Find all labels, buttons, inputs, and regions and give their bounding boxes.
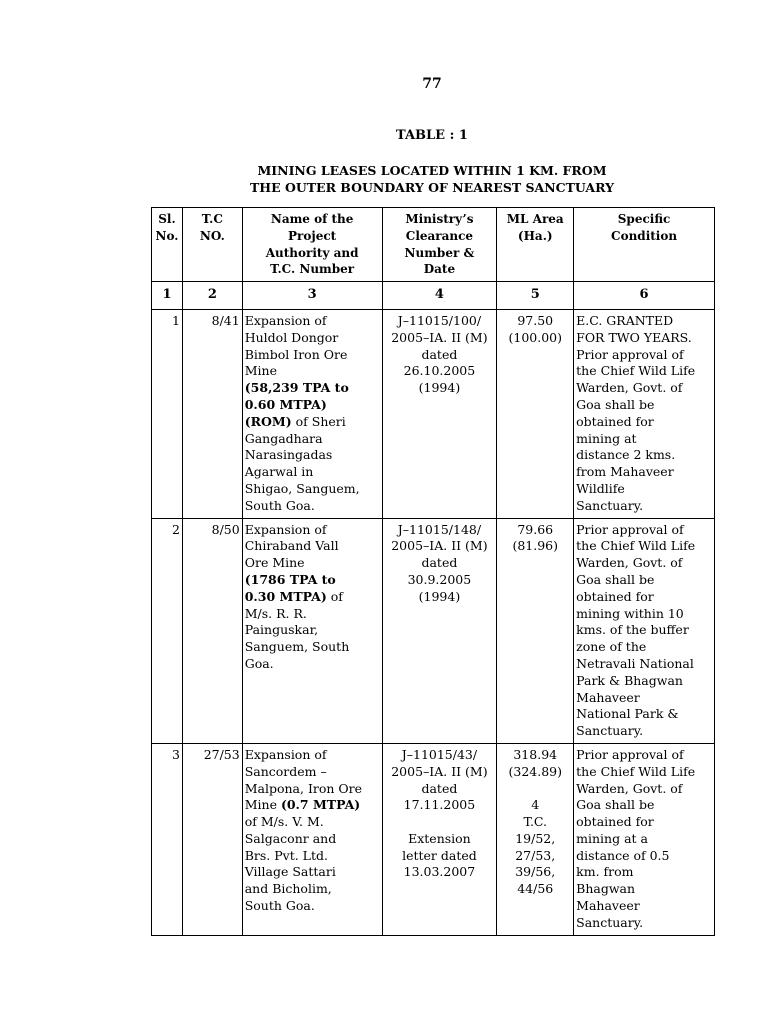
cell-clearance: [382, 309, 497, 518]
text: Mine: [244, 797, 281, 813]
condition-line: Park & Bhagwan: [576, 672, 683, 688]
clearance-line: dated: [421, 555, 458, 571]
name-line: [245, 831, 380, 848]
condition-line: Goa shall be: [576, 396, 655, 412]
condition-line: kms. of the buffer: [576, 622, 689, 638]
name-line: [245, 572, 380, 589]
header-line: Condition: [611, 228, 678, 243]
text: Salgaconr and: [244, 830, 337, 846]
text: Goa.: [244, 655, 274, 671]
condition-line: the Chief Wild Life: [576, 538, 696, 554]
cell-sl-no: 1: [152, 309, 183, 518]
text: Expansion of: [244, 521, 327, 537]
column-number: 1: [152, 282, 183, 310]
cell-clearance: [382, 518, 497, 743]
clearance-line: 2005–IA. II (M): [391, 538, 488, 554]
condition-line: Warden, Govt. of: [576, 780, 683, 796]
condition-line: FOR TWO YEARS.: [576, 329, 692, 345]
header-clearance: [382, 208, 497, 282]
table-row: [152, 518, 715, 743]
condition-line: mining at a: [576, 830, 648, 846]
area-line: (324.89): [508, 763, 562, 779]
cell-name: [242, 518, 382, 743]
name-line: [245, 498, 380, 515]
text: Bimbol Iron Ore: [244, 346, 348, 362]
text: Chiraband Vall: [244, 538, 339, 554]
text: Painguskar,: [244, 622, 319, 638]
text: Shigao, Sanguem,: [244, 480, 360, 496]
clearance-line: 26.10.2005: [403, 363, 476, 379]
area-line: (81.96): [512, 538, 558, 554]
condition-line: obtained for: [576, 413, 654, 429]
name-line: [245, 397, 380, 414]
table-label: TABLE : 1: [396, 128, 468, 143]
text: Village Sattari: [244, 864, 336, 880]
condition-line: Bhagwan: [576, 881, 636, 897]
condition-line: km. from: [576, 864, 634, 880]
condition-line: mining at: [576, 430, 637, 446]
text: Ore Mine: [244, 555, 305, 571]
column-number: 4: [382, 282, 497, 310]
name-line: [245, 538, 380, 555]
text: South Goa.: [244, 898, 315, 914]
column-number: 5: [497, 282, 574, 310]
bold-text: (58,239 TPA to: [244, 380, 349, 396]
header-line: T.C: [201, 212, 223, 226]
name-line: [245, 656, 380, 673]
condition-line: Sanctuary.: [576, 497, 644, 513]
condition-line: obtained for: [576, 814, 654, 830]
cell-tc-no: 8/50: [182, 518, 242, 743]
header-tc-no: [182, 208, 242, 282]
name-line: [245, 464, 380, 481]
cell-clearance: [382, 743, 497, 935]
condition-line: Goa shall be: [576, 797, 655, 813]
area-line: 4: [531, 797, 540, 813]
name-line: [245, 555, 380, 572]
mining-leases-table: [151, 207, 715, 936]
condition-line: the Chief Wild Life: [576, 363, 696, 379]
name-line: [245, 431, 380, 448]
area-line: 44/56: [517, 881, 554, 897]
name-line: [245, 313, 380, 330]
clearance-line: dated: [421, 780, 458, 796]
blank-line: [499, 781, 571, 798]
area-line: 79.66: [517, 521, 554, 537]
condition-line: zone of the: [576, 639, 647, 655]
name-line: [245, 522, 380, 539]
condition-line: the Chief Wild Life: [576, 763, 696, 779]
name-line: [245, 481, 380, 498]
cell-ml-area: [497, 309, 574, 518]
text: Huldol Dongor: [244, 329, 339, 345]
text: Gangadhara: [244, 430, 323, 446]
name-line: [245, 898, 380, 915]
condition-line: distance of 0.5: [576, 847, 670, 863]
name-line: [245, 797, 380, 814]
name-line: [245, 814, 380, 831]
condition-line: Sanctuary.: [576, 914, 644, 930]
condition-line: Mahaveer: [576, 898, 640, 914]
header-line: Authority and: [265, 245, 359, 260]
text: of: [326, 588, 343, 604]
name-line: [245, 330, 380, 347]
table-row: [152, 309, 715, 518]
name-line: [245, 747, 380, 764]
name-line: [245, 848, 380, 865]
area-line: (100.00): [508, 329, 562, 345]
name-line: [245, 414, 380, 431]
header-name: [242, 208, 382, 282]
header-line: T.C. Number: [270, 262, 355, 277]
header-row: [152, 208, 715, 282]
clearance-line: J–11015/43/: [401, 746, 478, 762]
condition-line: Warden, Govt. of: [576, 380, 683, 396]
name-line: [245, 781, 380, 798]
cell-tc-no: 8/41: [182, 309, 242, 518]
blank-line: [385, 814, 495, 831]
clearance-line: J–11015/148/: [397, 521, 482, 537]
name-line: [245, 347, 380, 364]
area-line: 39/56,: [515, 864, 556, 880]
clearance-line: (1994): [418, 588, 461, 604]
header-line: Sl.: [158, 212, 176, 226]
bold-text: (0.7 MTPA): [280, 797, 361, 813]
name-line: [245, 606, 380, 623]
cell-ml-area: [497, 518, 574, 743]
text: South Goa.: [244, 497, 315, 513]
header-line: ML Area: [506, 212, 564, 226]
cell-condition: [574, 309, 715, 518]
text: Malpona, Iron Ore: [244, 780, 363, 796]
condition-line: Sanctuary.: [576, 723, 644, 739]
clearance-line: (1994): [418, 380, 461, 396]
cell-sl-no: 3: [152, 743, 183, 935]
cell-condition: [574, 743, 715, 935]
text: Expansion of: [244, 312, 327, 328]
condition-line: Prior approval of: [576, 346, 684, 362]
name-line: [245, 447, 380, 464]
table-row: [152, 743, 715, 935]
name-line: [245, 363, 380, 380]
table-title: [0, 162, 768, 196]
condition-line: National Park &: [576, 706, 679, 722]
condition-line: Wildlife: [576, 480, 625, 496]
clearance-line: 2005–IA. II (M): [391, 329, 488, 345]
bold-text: 0.30 MTPA): [244, 588, 327, 604]
clearance-line: letter dated: [402, 847, 477, 863]
name-line: [245, 864, 380, 881]
text: Sancordem –: [244, 763, 327, 779]
cell-tc-no: 27/53: [182, 743, 242, 935]
text: and Bicholim,: [244, 881, 332, 897]
condition-line: Goa shall be: [576, 571, 655, 587]
text: Agarwal in: [244, 464, 314, 480]
table-title-line: MINING LEASES LOCATED WITHIN 1 KM. FROM: [257, 163, 607, 178]
column-number-row: [152, 282, 715, 310]
header-line: NO.: [199, 228, 225, 243]
header-sl-no: [152, 208, 183, 282]
condition-line: E.C. GRANTED: [576, 312, 674, 328]
name-line: [245, 589, 380, 606]
text: Narasingadas: [244, 447, 333, 463]
text: of M/s. V. M.: [244, 814, 324, 830]
clearance-line: 17.11.2005: [403, 797, 476, 813]
text: of Sheri: [291, 413, 346, 429]
header-condition: [574, 208, 715, 282]
text: Brs. Pvt. Ltd.: [244, 847, 328, 863]
header-line: No.: [155, 228, 179, 243]
column-number: 2: [182, 282, 242, 310]
header-line: Date: [423, 262, 456, 277]
condition-line: mining within 10: [576, 605, 684, 621]
condition-line: Prior approval of: [576, 746, 684, 762]
area-line: 27/53,: [515, 847, 556, 863]
cell-name: [242, 309, 382, 518]
name-line: [245, 622, 380, 639]
condition-line: Netravali National: [576, 655, 694, 671]
condition-line: Mahaveer: [576, 689, 640, 705]
clearance-line: J–11015/100/: [397, 312, 482, 328]
text: M/s. R. R.: [244, 605, 307, 621]
text: Expansion of: [244, 746, 327, 762]
column-number: 6: [574, 282, 715, 310]
condition-line: distance 2 kms.: [576, 447, 676, 463]
page-number: 77: [422, 76, 442, 92]
clearance-line: 13.03.2007: [403, 864, 476, 880]
header-line: (Ha.): [517, 228, 553, 243]
name-line: [245, 380, 380, 397]
bold-text: (ROM): [244, 413, 292, 429]
bold-text: 0.60 MTPA): [244, 396, 327, 412]
clearance-line: 2005–IA. II (M): [391, 763, 488, 779]
table-title-line: THE OUTER BOUNDARY OF NEAREST SANCTUARY: [249, 180, 615, 195]
cell-ml-area: [497, 743, 574, 935]
clearance-line: Extension: [408, 830, 471, 846]
condition-line: Prior approval of: [576, 521, 684, 537]
cell-name: [242, 743, 382, 935]
name-line: [245, 639, 380, 656]
area-line: 19/52,: [515, 830, 556, 846]
clearance-line: dated: [421, 346, 458, 362]
clearance-line: 30.9.2005: [407, 571, 472, 587]
header-line: Number &: [404, 245, 475, 260]
area-line: 97.50: [517, 312, 554, 328]
condition-line: Warden, Govt. of: [576, 555, 683, 571]
cell-condition: [574, 518, 715, 743]
header-ml-area: [497, 208, 574, 282]
cell-sl-no: 2: [152, 518, 183, 743]
header-line: Name of the: [270, 212, 354, 226]
header-line: Clearance: [405, 228, 474, 243]
name-line: [245, 764, 380, 781]
condition-line: from Mahaveer: [576, 464, 674, 480]
text: Mine: [244, 363, 277, 379]
name-line: [245, 881, 380, 898]
condition-line: obtained for: [576, 588, 654, 604]
header-line: Project: [288, 228, 337, 243]
area-line: T.C.: [523, 814, 548, 830]
text: Sanguem, South: [244, 639, 350, 655]
column-number: 3: [242, 282, 382, 310]
area-line: 318.94: [513, 746, 558, 762]
header-line: Specific: [617, 212, 671, 226]
header-line: Ministry’s: [405, 212, 474, 226]
bold-text: (1786 TPA to: [244, 571, 336, 587]
